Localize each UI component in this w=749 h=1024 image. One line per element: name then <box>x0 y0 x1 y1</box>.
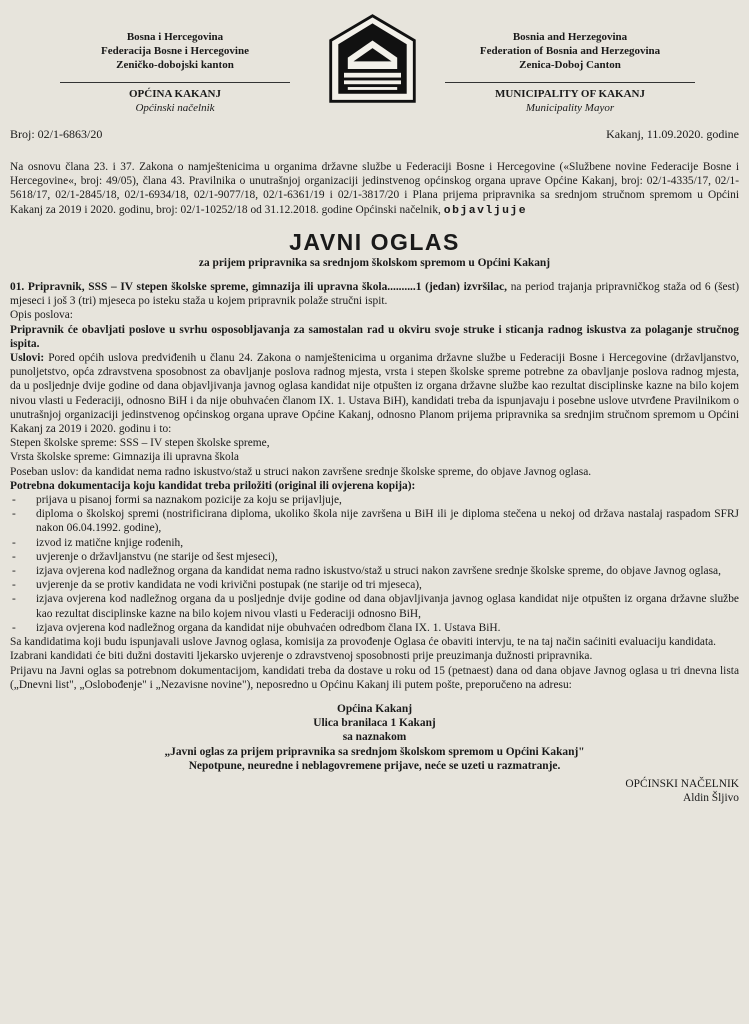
reference-number: Broj: 02/1-6863/20 <box>10 127 103 141</box>
federation-name-english: Federation of Bosnia and Herzegovina <box>479 45 661 57</box>
mayor-role-local: Općinski načelnik <box>135 102 215 114</box>
mayor-role-english: Municipality Mayor <box>525 102 615 114</box>
address-street: Ulica branilaca 1 Kakanj <box>313 717 436 730</box>
announcement-title: JAVNI OGLAS <box>289 228 460 255</box>
announcement-body <box>10 160 739 805</box>
rejection-notice: Nepotpune, neuredne i neblagovremene prijave, neće se uzeti u razmatranje. <box>188 759 561 772</box>
position-duration: na period trajanja pripravničkog staža od 6 (šest) mjeseci i još 3 (tri) mjeseca po isteku staža u kojem pripravnik polaže stručni ispit. <box>10 281 739 308</box>
signature-block <box>10 777 739 805</box>
publishes-verb: objavljuje <box>443 204 528 217</box>
country-name-local: Bosna i Hercegovina <box>126 31 224 43</box>
mailing-address <box>10 702 739 773</box>
legal-basis-text: Na osnovu člana 23. i 37. Zakona o namještenicima u organima državne službe u Federaciji Bosne i Hercegovine («Službene novine Federacije Bosne i Hercegovine«, broj: 49/05), člana 43. Pravilnika o unutrašnjoj organizaciji jedinstvenog općinskog organa uprave Općine Kakanj, broj: 02/1-4335/17, 02/1-5618/17, 02/1-2845/18, 02/1-6934/18, 02/1-9077/18, 02/1-6361/19 i 02/1-3817/20 i Plana prijema pripravnika sa srednjom stručnom spremom u Općini Kakanj za 2019 i 2020. godinu, broj: 02/1-10252/18 od 31.12.2018. godine Općinski načelnik, <box>10 161 739 216</box>
conditions-text: Pored općih uslova predviđenih u članu 24. Zakona o namještenicima u organima državne službe u Federaciji Bosne i Hercegovine (državljanstvo, punoljetstvo, opća zdravstvena sposobnost za obavljanje poslova radnog mjesta, vrsta i stepen školske spreme potrebne za obavljanje poslova radnog mjesta, da u posljednje dvije godine od dana objavljivanja javnog oglasa kandidat nije otpušten iz organa državne službe kao rezultat disciplinske kazne na bilo kojem nivou vlasti u Federaciji, odnosno BiH i da nije obuhvaćen članom IX. 1. Ustava BiH), kandidati treba da ispunjavaju i posebne uslove utvrđene Pravilnikom o unutrašnjoj organizaciji jedinstvenog općinskog organa uprave Općine Kakanj, odnosno Planom prijema pripravnika sa srednjim stručnom spremom u Općini Kakanj za 2019 i 2020. godinu i to: <box>10 352 739 436</box>
municipality-name-local: OPĆINA KAKANJ <box>60 82 290 101</box>
list-item: - prijava u pisanoj formi sa naznakom pozicije za koju se prijavljuje, <box>10 493 739 507</box>
canton-name-english: Zenica-Doboj Canton <box>519 59 621 71</box>
description-label: Opis poslova: <box>10 309 73 322</box>
position-paragraph <box>10 280 739 308</box>
announcement-subtitle: za prijem pripravnika sa srednjom školskom spremom u Općini Kakanj <box>198 256 551 269</box>
legal-basis-paragraph <box>10 160 739 218</box>
conditions-paragraph <box>10 351 739 436</box>
letterhead <box>0 0 749 120</box>
address-note: „Javni oglas za prijem pripravnika sa srednjom školskom spremom u Općini Kakanj" <box>164 745 585 758</box>
degree-type: Vrsta školske spreme: Gimnazija ili upravna škola <box>10 451 239 464</box>
address-note-label: sa naznakom <box>342 731 407 744</box>
signatory-name: Aldin Šljivo <box>682 792 739 805</box>
conditions-label: Uslovi: <box>10 352 45 365</box>
municipality-name-english: MUNICIPALITY OF KAKANJ <box>445 82 695 101</box>
canton-name-local: Zeničko-dobojski kanton <box>116 59 234 71</box>
degree-level: Stepen školske spreme: SSS – IV stepen školske spreme, <box>10 437 270 450</box>
list-item: - izjava ovjerena kod nadležnog organa da kandidat nema radno iskustvo/staž u struci nakon završene srednje školske spreme, do objave Javnog oglasa, <box>10 564 739 578</box>
federation-name-local: Federacija Bosne i Hercegovine <box>101 45 249 57</box>
job-description: Pripravnik će obavljati poslove u svrhu osposobljavanja za samostalan rad u okviru svoje struke i sticanja radnog iskustva za polaganje stručnog ispita. <box>10 323 739 350</box>
medical-paragraph: Izabrani kandidati će biti dužni dostaviti ljekarsko uvjerenje o zdravstvenoj sposobnosti prije preuzimanja dužnosti pripravnika. <box>10 650 593 663</box>
special-condition: Poseban uslov: da kandidat nema radno iskustvo/staž u struci nakon završene srednje školske spreme, do objave Javnog oglasa. <box>10 465 592 478</box>
place-and-date: Kakanj, 11.09.2020. godine <box>606 127 739 141</box>
list-item: - uvjerenje o državljanstvu (ne starije od šest mjeseci), <box>10 550 739 564</box>
position-title: 01. Pripravnik, SSS – IV stepen školske spreme, gimnazija ili upravna škola..........1 (jedan) izvršilac, <box>10 281 507 294</box>
address-recipient: Općina Kakanj <box>336 702 412 715</box>
list-item: - diploma o školskoj spremi (nostrificirana diploma, ukoliko škola nije završena u BiH ili je diploma stečena u nekoj od država nastalaj raspadom SFRJ nakon 06.04.1992. godine), <box>10 507 739 535</box>
submission-paragraph: Prijavu na Javni oglas sa potrebnom dokumentacijom, kandidati treba da dostave u roku od 15 (petnaest) dana od dana objave Javnog oglasa u tri dnevna lista („Dnevni list", „Oslobođenje" i „Nezavisne novine"), neposredno u Općinu Kakanj ili putem pošte, preporučeno na adresu: <box>10 664 739 691</box>
list-item: - izjava ovjerena kod nadležnog organa da kandidat nije obuhvaćen odredbom člana IX. 1. Ustava BiH. <box>10 621 739 635</box>
list-item: - uvjerenje da se protiv kandidata ne vodi krivični postupak (ne starije od tri mjeseca), <box>10 578 739 592</box>
list-item: - izjava ovjerena kod nadležnog organa da u posljednje dvije godine od dana objavljivanja javnog oglasa kandidat nije otpušten iz organa državne službe kao rezultat disciplinske kazne na bilo kojem nivou vlasti u Federaciji odnosno BiH, <box>10 592 739 620</box>
documents-label: Potrebna dokumentacija koju kandidat treba priložiti (original ili ovjerena kopija): <box>10 479 416 492</box>
signatory-title: OPĆINSKI NAČELNIK <box>625 777 739 790</box>
coat-of-arms-icon <box>325 12 420 107</box>
letterhead-english <box>445 30 695 115</box>
interview-paragraph: Sa kandidatima koji budu ispunjavali uslove Javnog oglasa, komisija za provođenje Oglasa će obaviti intervju, te na taj način saćiniti evaluaciju kandidata. <box>10 636 717 649</box>
country-name-english: Bosnia and Herzegovina <box>512 31 628 43</box>
documents-list <box>10 493 739 635</box>
letterhead-local <box>60 30 290 115</box>
list-item: - izvod iz matične knjige rođenih, <box>10 536 739 550</box>
